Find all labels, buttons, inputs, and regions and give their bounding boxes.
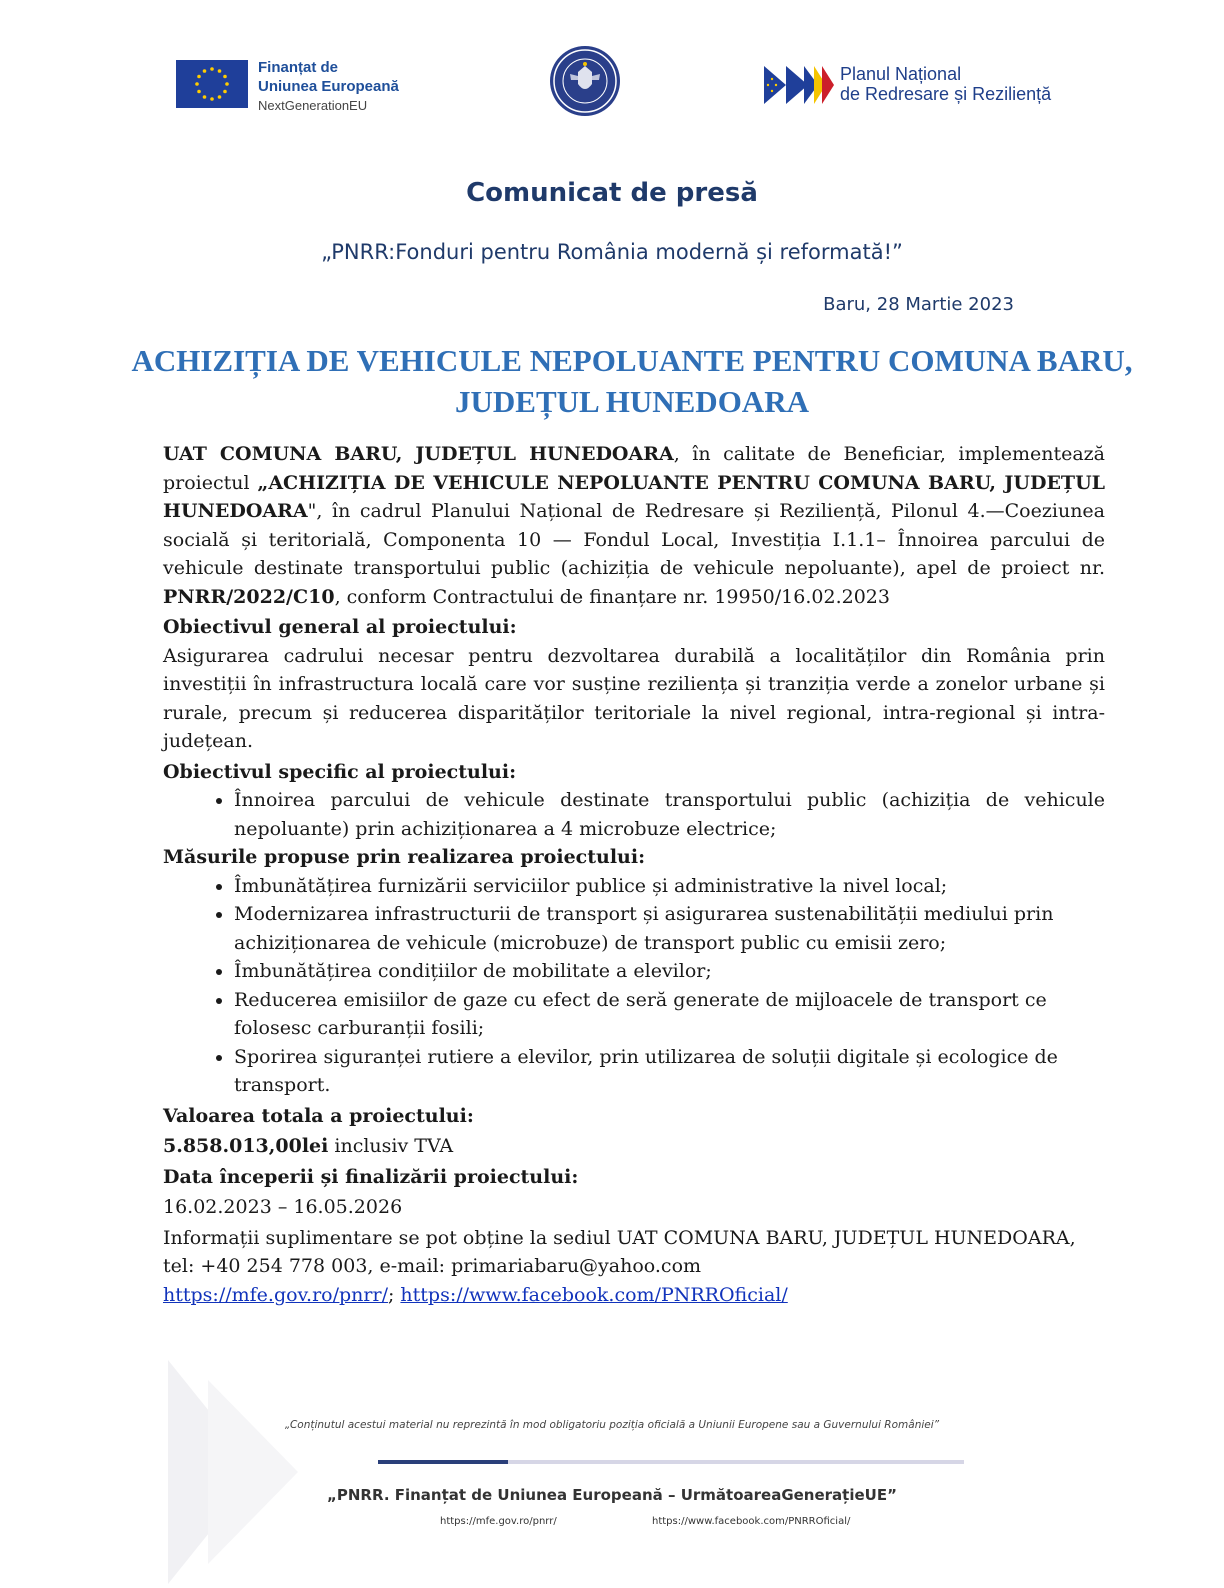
intro-text-3: , conform Contractului de finanțare nr. 19950/16.02.2023 bbox=[334, 585, 890, 608]
eu-star bbox=[223, 75, 227, 79]
footer-facebook-link[interactable]: https://www.facebook.com/PNRROficial/ bbox=[652, 1516, 851, 1527]
eu-star bbox=[225, 82, 229, 86]
links-separator: ; bbox=[387, 1283, 401, 1306]
mfe-link[interactable]: https://mfe.gov.ro/pnrr/ bbox=[163, 1283, 388, 1306]
eu-star bbox=[197, 75, 201, 79]
eu-line-3: NextGenerationEU bbox=[258, 98, 368, 113]
pnrr-line-2: de Redresare și Reziliență bbox=[840, 84, 1052, 104]
list-item: • Modernizarea infrastructurii de transport și asigurarea sustenabilității mediului prin achiziționarea de vehicule (microbuze) de transport public cu emisii zero; bbox=[234, 900, 1105, 957]
date-line: Baru, 28 Martie 2023 bbox=[823, 294, 1014, 315]
romanian-government-seal-icon bbox=[548, 44, 622, 118]
beneficiary-name: UAT COMUNA BARU, JUDEȚUL HUNEDOARA bbox=[163, 443, 674, 465]
list-item: • Reducerea emisiilor de gaze cu efect de seră generate de mijloacele de transport ce folosesc carburanții fosili; bbox=[234, 986, 1105, 1043]
eu-line-1: Finanțat de bbox=[258, 59, 339, 76]
list-item: • Sporirea siguranței rutiere a elevilor, prin utilizarea de soluții digitale și ecologice de transport. bbox=[234, 1043, 1105, 1100]
eu-star bbox=[218, 69, 222, 73]
intro-paragraph bbox=[163, 440, 1105, 611]
footer-slogan: „PNRR. Finanțat de Uniunea Europeană – UrmătoareaGenerațieUE” bbox=[327, 1486, 897, 1504]
pnrr-label bbox=[840, 64, 1051, 104]
facebook-link[interactable]: https://www.facebook.com/PNRROficial/ bbox=[400, 1283, 788, 1306]
footer-mfe-link[interactable]: https://mfe.gov.ro/pnrr/ bbox=[440, 1516, 557, 1527]
measures-list bbox=[163, 872, 1105, 1100]
eu-funding-label bbox=[258, 58, 399, 115]
eu-star bbox=[203, 69, 207, 73]
project-name: „ACHIZIȚIA DE VEHICULE NEPOLUANTE PENTRU COMUNA BARU, JUDEȚUL HUNEDOARA bbox=[163, 471, 1105, 522]
eu-flag-icon bbox=[176, 60, 248, 108]
total-value-heading: Valoarea totala a proiectului: bbox=[163, 1104, 474, 1127]
intro-text-2: ", în cadrul Planului Național de Redresare și Reziliență, Pilonul 4.—Coeziunea socială și teritorială, Componenta 10 — Fondul Local, Investiția I.1.1– Înnoirea parcului de vehicule destinate transportului public (achiziția de vehicule nepoluante), apel de proiect nr. bbox=[163, 500, 1105, 579]
footer-divider bbox=[378, 1460, 964, 1464]
measures-heading: Măsurile propuse prin realizarea proiectului: bbox=[163, 846, 646, 868]
list-item: • Îmbunătățirea furnizării serviciilor publice și administrative la nivel local; bbox=[234, 872, 1105, 901]
watermark-graphic bbox=[168, 1360, 388, 1584]
call-number: PNRR/2022/C10 bbox=[163, 585, 335, 608]
eu-star bbox=[195, 82, 199, 86]
footer-disclaimer: „Conținutul acestui material nu reprezintă în mod obligatoriu poziția oficială a Uniunii Europene sau a Guvernului României” bbox=[284, 1419, 940, 1431]
total-value-suffix: inclusiv TVA bbox=[328, 1135, 454, 1157]
eu-star bbox=[210, 67, 214, 71]
footer-links bbox=[440, 1516, 960, 1527]
document-body bbox=[163, 440, 1105, 1309]
specific-objective-heading: Obiectivul specific al proiectului: bbox=[163, 760, 517, 783]
list-item: • Înnoirea parcului de vehicule destinate transportului public (achiziția de vehicule nepoluante) prin achiziționarea a 4 microbuze electrice; bbox=[234, 786, 1105, 843]
general-objective-heading: Obiectivul general al proiectului: bbox=[163, 616, 517, 638]
list-item: • Îmbunătățirea condițiilor de mobilitate a elevilor; bbox=[234, 957, 1105, 986]
eu-star bbox=[223, 90, 227, 94]
total-value-amount: 5.858.013,00lei bbox=[163, 1135, 329, 1157]
eu-star bbox=[218, 95, 222, 99]
dates-range: 16.02.2023 – 16.05.2026 bbox=[163, 1196, 403, 1218]
eu-star bbox=[210, 97, 214, 101]
links-line bbox=[163, 1281, 1105, 1310]
general-objective-text: Asigurarea cadrului necesar pentru dezvoltarea durabilă a localităților din România prin investiții în infrastructura locală care vor susține reziliența și tranziția verde a zonelor urbane și rurale, precum și reducerea disparităților teritoriale la nivel regional, intra-regional și intra-județean. bbox=[163, 644, 1105, 752]
pnrr-line-1: Planul Național bbox=[840, 64, 962, 84]
eu-star bbox=[203, 95, 207, 99]
eu-line-2: Uniunea Europeană bbox=[258, 78, 399, 95]
main-title: ACHIZIȚIA DE VEHICULE NEPOLUANTE PENTRU COMUNA BARU, JUDEȚUL HUNEDOARA bbox=[131, 343, 1133, 419]
total-value bbox=[163, 1132, 1105, 1161]
eu-star bbox=[197, 90, 201, 94]
slogan: „PNRR:Fonduri pentru România modernă și reformată!” bbox=[321, 240, 903, 264]
pnrr-logo-icon bbox=[764, 64, 836, 106]
contact-info: Informații suplimentare se pot obține la sediul UAT COMUNA BARU, JUDEȚUL HUNEDOARA, tel: +40 254 778 003, e-mail: primariabaru@yahoo.com bbox=[163, 1226, 1076, 1277]
intro-text-1: , în calitate de Beneficiar, implementează proiectul bbox=[163, 443, 1105, 494]
press-release-title: Comunicat de presă bbox=[466, 178, 758, 208]
specific-objective-list bbox=[163, 786, 1105, 843]
dates-heading: Data începerii și finalizării proiectului: bbox=[163, 1165, 579, 1188]
